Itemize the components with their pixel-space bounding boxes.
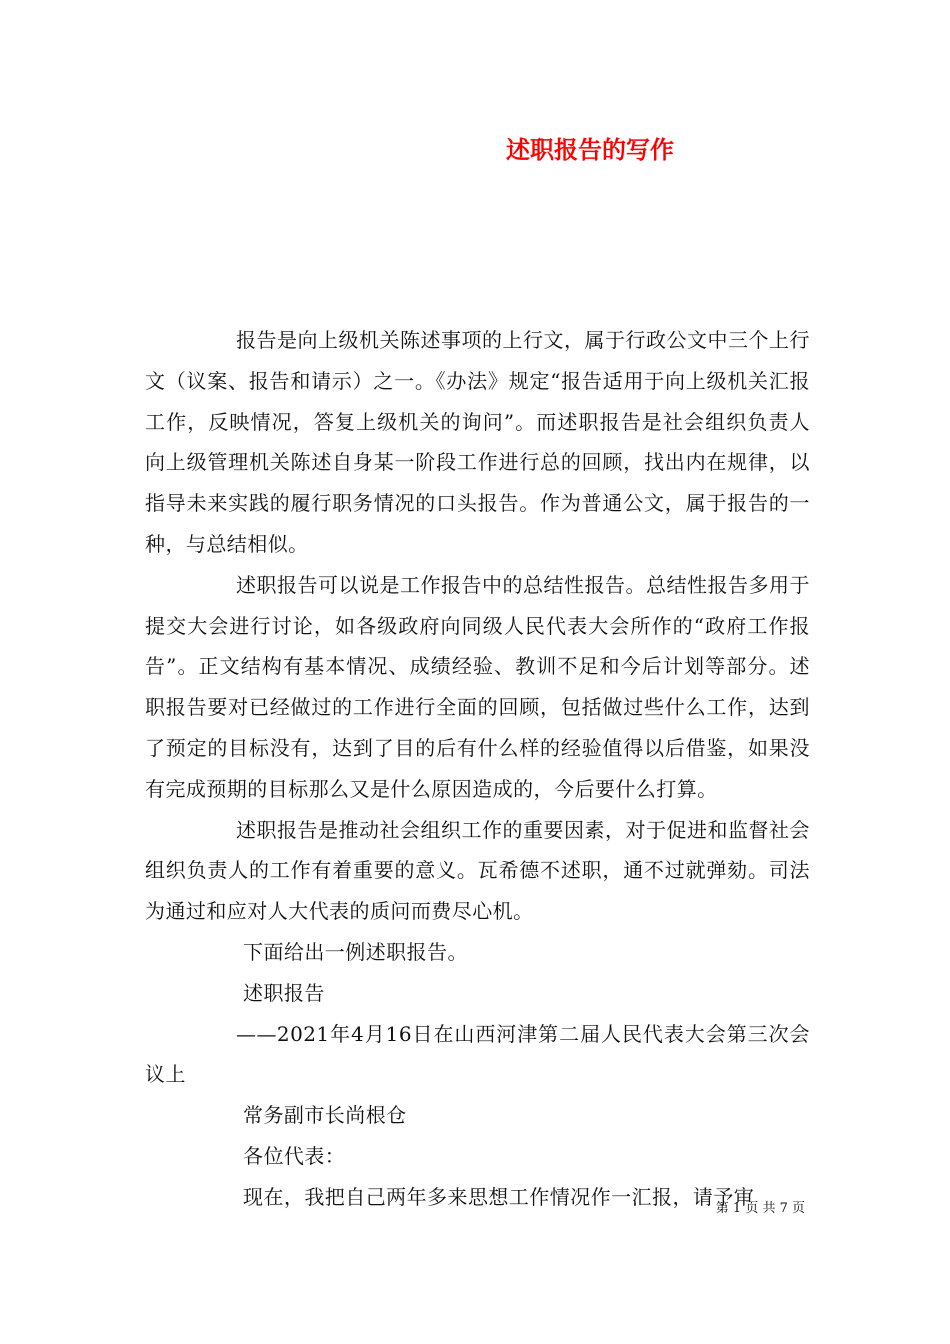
paragraph-example-intro: 下面给出一例述职报告。	[243, 939, 468, 964]
document-title: 述职报告的写作	[506, 135, 674, 164]
example-subtitle: ——2021年4月16日在山西河津第二届人民代表大会第三次会议上	[145, 1021, 810, 1087]
paragraph-summary-report: 述职报告可以说是工作报告中的总结性报告。总结性报告多用于提交大会进行讨论，如各级政府向同级人民代表大会所作的“政府工作报告”。正文结构有基本情况、成绩经验、教训不足和今后计划等部分。述职报告要对已经做过的工作进行全面的回顾，包括做过些什么工作，达到了预定的目标没有，达到了目的后有什么样的经验值得以后借鉴，如果没有完成预期的目标那么又是什么原因造成的，今后要什么打算。	[145, 572, 810, 801]
paragraph-importance: 述职报告是推动社会组织工作的重要因素，对于促进和监督社会组织负责人的工作有着重要的意义。瓦希德不述职，通不过就弹劾。司法为通过和应对人大代表的质问而费尽心机。	[145, 817, 810, 924]
paragraph-intro: 报告是向上级机关陈述事项的上行文，属于行政公文中三个上行文（议案、报告和请示）之一。《办法》规定“报告适用于向上级机关汇报工作，反映情况，答复上级机关的询问”。而述职报告是社会组织负责人向上级管理机关陈述自身某一阶段工作进行总的回顾，找出内在规律，以指导未来实践的履行职务情况的口头报告。作为普通公文，属于报告的一种，与总结相似。	[145, 328, 810, 556]
example-author: 常务副市长尚根仓	[243, 1103, 407, 1128]
example-heading: 述职报告	[243, 980, 325, 1005]
document-body	[145, 320, 810, 1218]
example-opening: 现在，我把自己两年多来思想工作情况作一汇报，请予审	[243, 1184, 755, 1209]
page-number: 第 1 页 共 7 页	[715, 1201, 805, 1216]
example-salutation: 各位代表：	[243, 1143, 346, 1168]
